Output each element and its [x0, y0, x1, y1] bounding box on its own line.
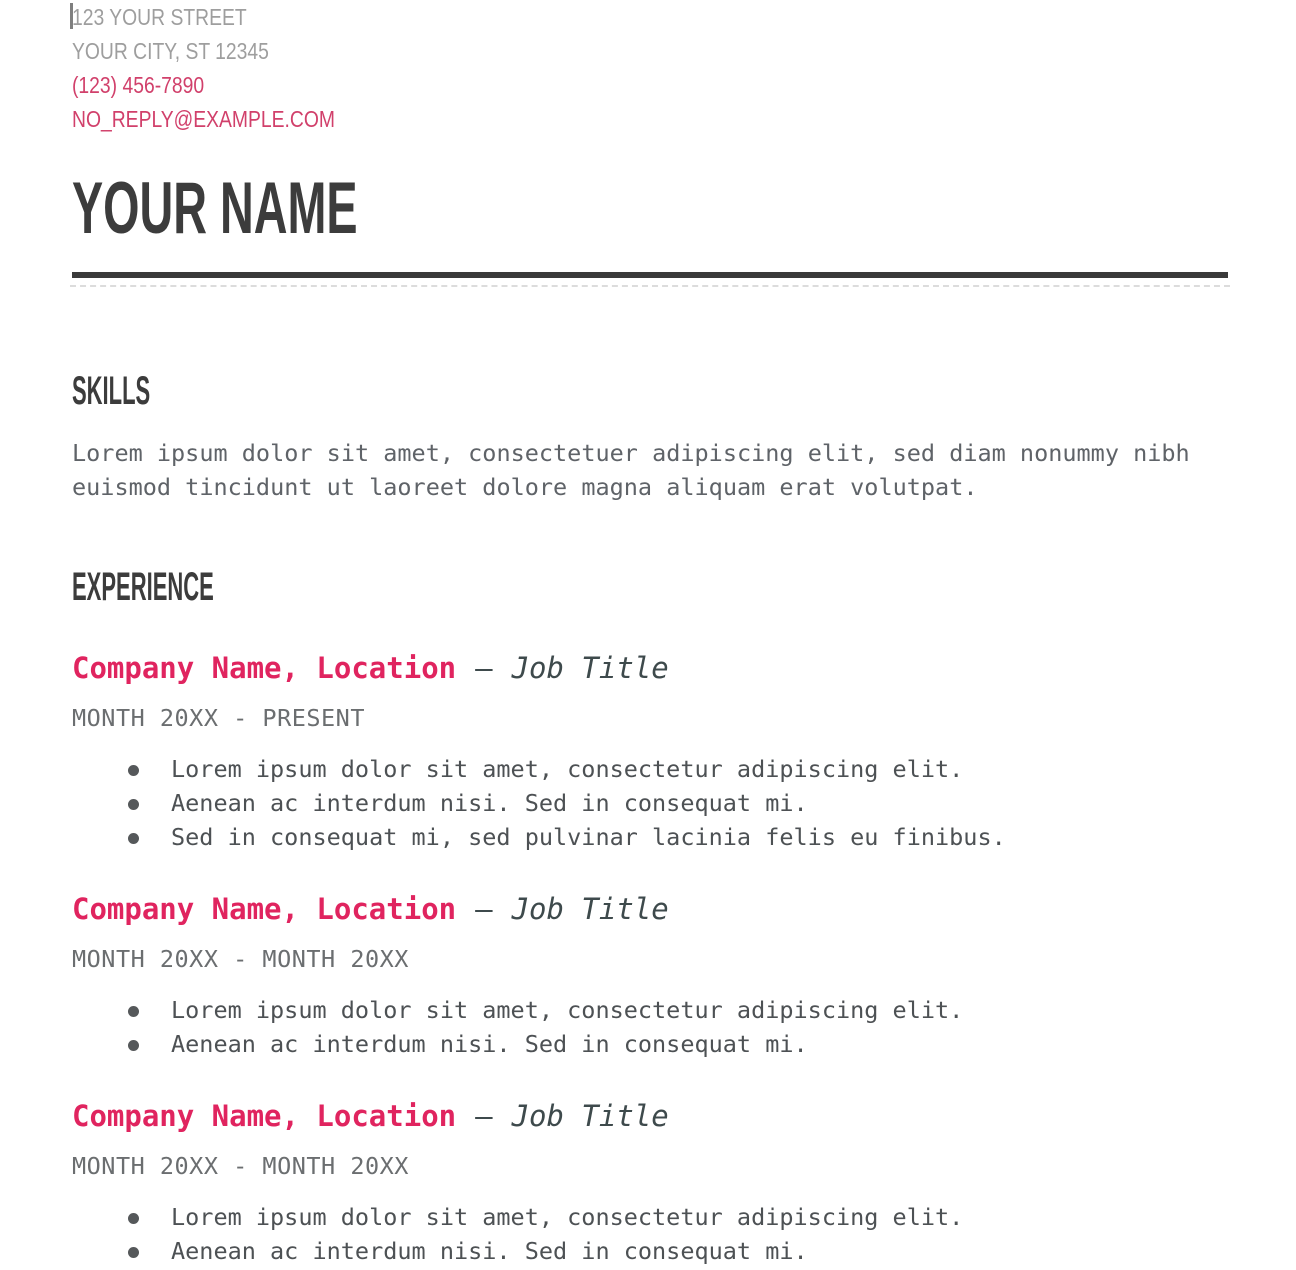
job-title[interactable]: Job Title	[511, 651, 669, 685]
contact-email-text[interactable]: NO_REPLY@EXAMPLE.COM	[72, 106, 335, 132]
bullet-text[interactable]: Lorem ipsum dolor sit amet, consectetur adipiscing elit.	[171, 755, 964, 783]
company-name[interactable]: Company Name, Location	[72, 651, 457, 685]
bullet-dot-icon	[128, 833, 139, 844]
experience-entry	[72, 1098, 1228, 1268]
bullet-list	[72, 1200, 1228, 1268]
bullet-text[interactable]: Aenean ac interdum nisi. Sed in consequat mi.	[171, 789, 808, 817]
bullet-item[interactable]	[128, 820, 1228, 854]
bullet-item[interactable]	[128, 1027, 1228, 1061]
experience-entries	[72, 650, 1228, 1268]
bullet-item[interactable]	[128, 786, 1228, 820]
bullet-dot-icon	[128, 1006, 139, 1017]
section-break-dashed-line	[70, 285, 1230, 287]
contact-phone[interactable]	[72, 68, 1228, 102]
bullet-dot-icon	[128, 765, 139, 776]
experience-heading[interactable]	[72, 567, 1228, 607]
contact-city[interactable]	[72, 34, 1228, 68]
bullet-dot-icon	[128, 1213, 139, 1224]
name-heading-text[interactable]: YOUR NAME	[72, 168, 358, 249]
experience-heading-text[interactable]: EXPERIENCE	[72, 565, 214, 609]
experience-entry	[72, 650, 1228, 854]
skills-heading[interactable]	[72, 371, 1228, 411]
bullet-text[interactable]: Sed in consequat mi, sed pulvinar lacinia felis eu finibus.	[171, 823, 1006, 851]
bullet-item[interactable]	[128, 1234, 1228, 1268]
bullet-list	[72, 993, 1228, 1061]
bullet-text[interactable]: Lorem ipsum dolor sit amet, consectetur adipiscing elit.	[171, 1203, 964, 1231]
bullet-text[interactable]: Lorem ipsum dolor sit amet, consectetur adipiscing elit.	[171, 996, 964, 1024]
job-heading-line[interactable]	[72, 1098, 1228, 1134]
bullet-dot-icon	[128, 1040, 139, 1051]
experience-entry	[72, 891, 1228, 1061]
contact-street-text[interactable]: 123 YOUR STREET	[72, 4, 247, 30]
dash-separator: —	[475, 1099, 493, 1133]
contact-email[interactable]	[72, 102, 1228, 136]
employment-dates[interactable]: MONTH 20XX - MONTH 20XX	[72, 1152, 409, 1180]
employment-dates[interactable]: MONTH 20XX - MONTH 20XX	[72, 945, 409, 973]
bullet-dot-icon	[128, 799, 139, 810]
bullet-item[interactable]	[128, 1200, 1228, 1234]
contact-street[interactable]	[72, 0, 1228, 34]
bullet-text[interactable]: Aenean ac interdum nisi. Sed in consequat mi.	[171, 1030, 808, 1058]
dash-separator: —	[475, 892, 493, 926]
contact-block	[72, 0, 1228, 136]
skills-paragraph[interactable]: Lorem ipsum dolor sit amet, consectetuer adipiscing elit, sed diam nonummy nibh euismod tincidunt ut laoreet dolore magna aliquam erat volutpat.	[72, 439, 1190, 501]
contact-city-text[interactable]: YOUR CITY, ST 12345	[72, 38, 269, 64]
bullet-text[interactable]: Aenean ac interdum nisi. Sed in consequat mi.	[171, 1237, 808, 1265]
name-heading[interactable]	[72, 168, 1228, 249]
bullet-dot-icon	[128, 1247, 139, 1258]
bullet-item[interactable]	[128, 752, 1228, 786]
contact-phone-text[interactable]: (123) 456-7890	[72, 72, 205, 98]
employment-dates[interactable]: MONTH 20XX - PRESENT	[72, 704, 365, 732]
dash-separator: —	[475, 651, 493, 685]
job-heading-line[interactable]	[72, 650, 1228, 686]
bullet-list	[72, 752, 1228, 854]
bullet-item[interactable]	[128, 993, 1228, 1027]
company-name[interactable]: Company Name, Location	[72, 892, 457, 926]
header-divider	[72, 272, 1228, 278]
company-name[interactable]: Company Name, Location	[72, 1099, 457, 1133]
skills-heading-text[interactable]: SKILLS	[72, 369, 151, 413]
job-title[interactable]: Job Title	[511, 892, 669, 926]
job-heading-line[interactable]	[72, 891, 1228, 927]
job-title[interactable]: Job Title	[511, 1099, 669, 1133]
